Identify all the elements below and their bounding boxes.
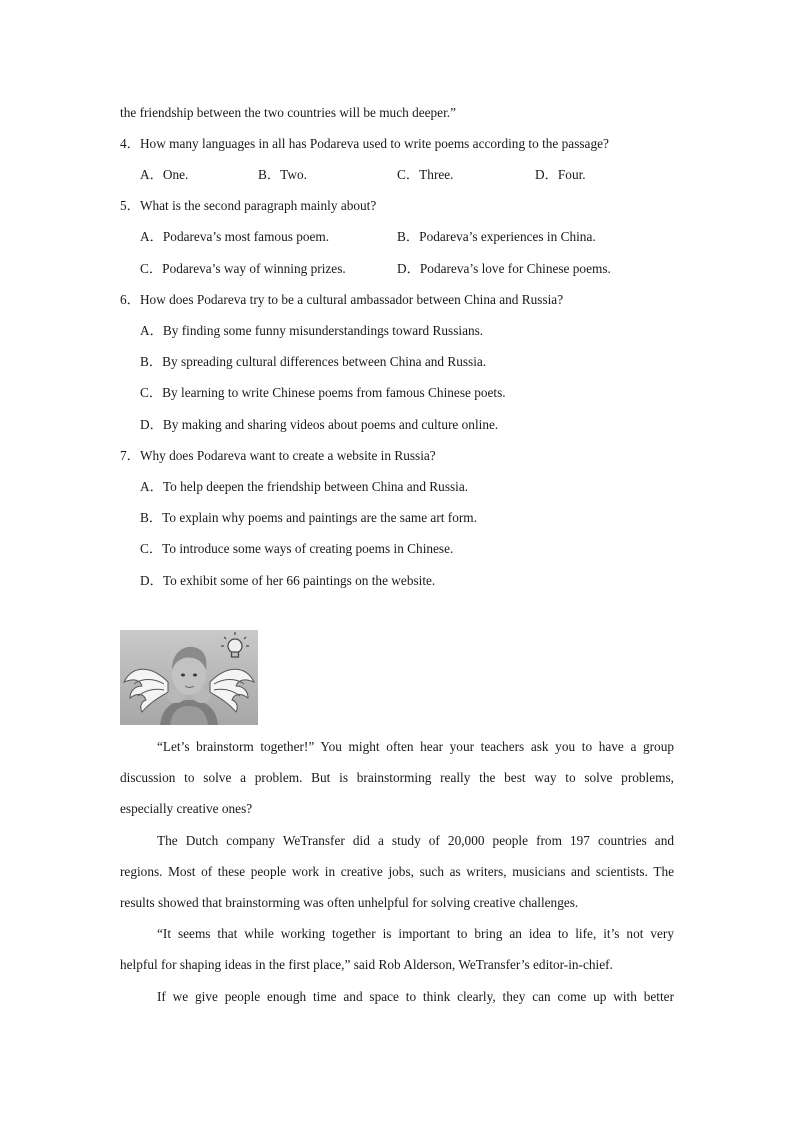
- option-text: To help deepen the friendship between China and Russia.: [162, 479, 469, 494]
- passage-p1-line2: discussion to solve a problem. But is brainstorming really the best way to solve problems,: [120, 770, 674, 785]
- question-7: [120, 447, 436, 465]
- option-text: Three.: [419, 167, 454, 182]
- option-7a: [140, 478, 468, 496]
- question-number: 4．: [120, 136, 140, 151]
- passage-p1-line1: “Let’s brainstorm together!” You might often hear your teachers ask you to have a group: [157, 739, 674, 754]
- intro-line: the friendship between the two countries will be much deeper.”: [120, 105, 457, 120]
- question-text: How does Podareva try to be a cultural ambassador between China and Russia?: [139, 292, 564, 307]
- option-text: To introduce some ways of creating poems in Chinese.: [162, 541, 454, 556]
- question-number: 7．: [120, 448, 140, 463]
- option-letter: C．: [397, 167, 420, 182]
- question-4: [120, 135, 609, 153]
- option-text: Podareva’s love for Chinese poems.: [419, 261, 611, 276]
- option-6d: [140, 416, 498, 434]
- option-4d: [535, 166, 586, 184]
- option-5c: [140, 260, 346, 278]
- option-5a: [140, 228, 329, 246]
- option-letter: B．: [140, 510, 163, 525]
- option-letter: D．: [535, 167, 558, 182]
- question-6: [120, 291, 563, 309]
- question-text: Why does Podareva want to create a website in Russia?: [139, 448, 436, 463]
- option-7c: [140, 540, 453, 558]
- passage-p2-line3: results showed that brainstorming was often unhelpful for solving creative challenges.: [120, 895, 579, 910]
- passage-p2-line2: regions. Most of these people work in creative jobs, such as writers, musicians and scientists. The: [120, 864, 674, 879]
- passage-p3-line2: helpful for shaping ideas in the first place,” said Rob Alderson, WeTransfer’s editor-in-chief.: [120, 957, 613, 972]
- option-letter: B．: [258, 167, 281, 182]
- passage-p4-line1: If we give people enough time and space to think clearly, they can come up with better: [157, 989, 674, 1004]
- question-number: 5．: [120, 198, 140, 213]
- option-letter: C．: [140, 541, 163, 556]
- option-letter: C．: [140, 385, 163, 400]
- passage-p3-line1: “It seems that while working together is important to bring an idea to life, it’s not very: [157, 926, 674, 941]
- option-text: One.: [162, 167, 189, 182]
- option-letter: D．: [397, 261, 420, 276]
- option-letter: A．: [140, 323, 163, 338]
- option-4c: [397, 166, 454, 184]
- option-4a: [140, 166, 188, 184]
- passage-p1-line3: especially creative ones?: [120, 801, 253, 816]
- option-letter: B．: [140, 354, 163, 369]
- option-letter: A．: [140, 229, 163, 244]
- option-letter: A．: [140, 167, 163, 182]
- option-5d: [397, 260, 611, 278]
- option-text: Four.: [557, 167, 586, 182]
- option-letter: B．: [397, 229, 420, 244]
- option-text: By spreading cultural differences between China and Russia.: [162, 354, 487, 369]
- question-text: What is the second paragraph mainly about?: [139, 198, 377, 213]
- question-text: How many languages in all has Podareva used to write poems according to the passage?: [139, 136, 609, 151]
- option-text: To explain why poems and paintings are the same art form.: [162, 510, 477, 525]
- option-text: By finding some funny misunderstandings toward Russians.: [162, 323, 484, 338]
- option-letter: D．: [140, 573, 163, 588]
- option-text: By making and sharing videos about poems and culture online.: [162, 417, 499, 432]
- option-text: By learning to write Chinese poems from famous Chinese poets.: [162, 385, 506, 400]
- option-6a: [140, 322, 483, 340]
- option-6b: [140, 353, 486, 371]
- child-angel-wings-photo: [120, 630, 258, 725]
- option-5b: [397, 228, 596, 246]
- option-letter: A．: [140, 479, 163, 494]
- question-5: [120, 197, 376, 215]
- option-letter: C．: [140, 261, 163, 276]
- option-text: Podareva’s most famous poem.: [162, 229, 330, 244]
- option-text: Podareva’s experiences in China.: [419, 229, 596, 244]
- option-letter: D．: [140, 417, 163, 432]
- option-7b: [140, 509, 477, 527]
- option-text: To exhibit some of her 66 paintings on the website.: [162, 573, 436, 588]
- option-4b: [258, 166, 307, 184]
- passage-p2-line1: The Dutch company WeTransfer did a study of 20,000 people from 197 countries and: [157, 833, 674, 848]
- photo-illustration: [120, 630, 258, 725]
- option-text: Two.: [280, 167, 307, 182]
- option-7d: [140, 572, 435, 590]
- option-text: Podareva’s way of winning prizes.: [162, 261, 346, 276]
- question-number: 6．: [120, 292, 140, 307]
- option-6c: [140, 384, 506, 402]
